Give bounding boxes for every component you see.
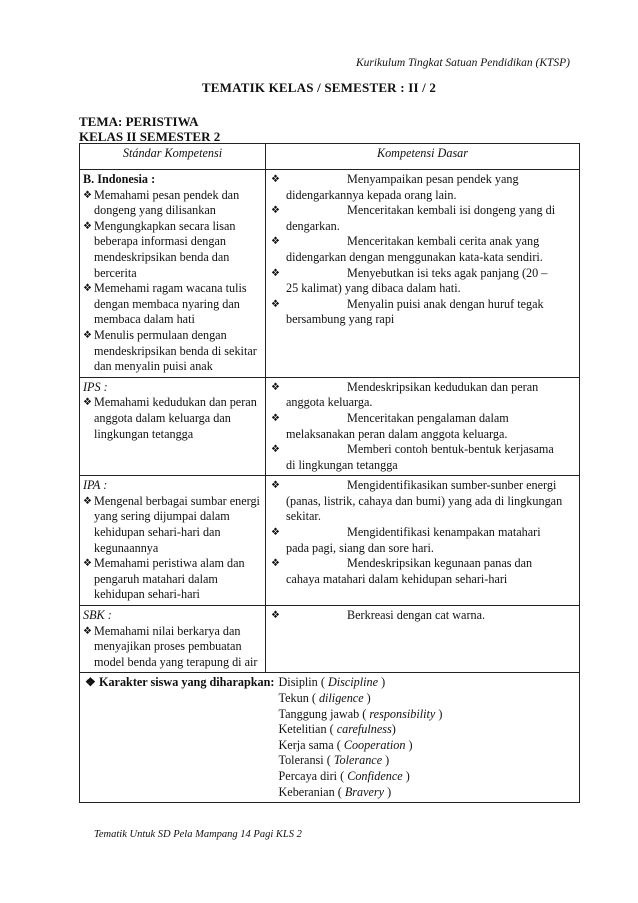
bullet-icon: ❖ — [271, 610, 280, 622]
competency-item — [269, 172, 576, 203]
standard-text: Mengungkapkan secara lisan beberapa informasi dengan mendeskripsikan benda dan bercerita — [94, 218, 236, 280]
character-row — [80, 673, 580, 803]
standard-competency-cell — [80, 606, 266, 673]
page-title: TEMATIK KELAS / SEMESTER : II / 2 — [201, 80, 437, 95]
standard-competency-cell — [80, 476, 266, 606]
character-item: Ketelitian ( carefulness) — [278, 722, 396, 737]
standard-item — [83, 328, 262, 375]
table-row — [80, 170, 580, 378]
competency-text: Menceritakan pengalaman dalam — [347, 410, 509, 425]
competency-text: Menyalin puisi anak dengan huruf tegak — [347, 296, 544, 311]
standard-text: Menulis permulaan dengan mendeskripsikan benda di sekitar dan menyalin puisi anak — [94, 327, 257, 374]
basic-competency-cell — [266, 606, 580, 673]
competency-text: Mengidentifikasi kenampakan matahari — [347, 525, 541, 540]
competency-text: Menyebutkan isi teks agak panjang (20 – — [347, 265, 548, 280]
competency-item — [269, 234, 576, 265]
bullet-icon: ❖ — [271, 236, 280, 248]
bullet-icon: ❖ — [83, 495, 92, 507]
competency-item — [269, 266, 576, 297]
basic-competency-cell — [266, 476, 580, 606]
competency-text: Mendeskripsikan kedudukan dan peran — [347, 379, 539, 394]
competency-text-cont: cahaya matahari dalam kehidupan sehari-hari — [286, 571, 508, 586]
competency-table — [79, 143, 580, 803]
basic-competency-cell — [266, 170, 580, 378]
competency-item — [269, 525, 576, 556]
bullet-icon: ❖ — [83, 397, 92, 409]
character-list — [279, 675, 443, 800]
competency-text-cont: didengarkan dengan menggunakan kata-kata sendiri. — [286, 249, 543, 264]
competency-text-cont: melaksanakan peran dalam anggota keluarga. — [286, 426, 508, 441]
standard-competency-header: Stándar Kompetensi — [80, 144, 266, 170]
competency-item — [269, 411, 576, 442]
standard-text: Memehami ragam wacana tulis dengan membaca nyaring dan membaca dalam hati — [94, 281, 247, 327]
theme-label: TEMA: PERISTIWA — [79, 114, 199, 129]
bullet-icon: ❖ — [83, 189, 92, 201]
class-label: KELAS II SEMESTER 2 — [79, 129, 221, 144]
bullet-icon: ❖ — [83, 558, 92, 570]
standard-text: Memahami kedudukan dan peran anggota dalam keluarga dan lingkungan tetangga — [94, 395, 257, 441]
competency-item — [269, 556, 576, 587]
bullet-icon: ❖ — [271, 412, 280, 424]
standard-item — [83, 188, 262, 219]
competency-text-cont: bersambung yang rapi — [286, 312, 395, 327]
bullet-icon: ❖ — [271, 558, 280, 570]
bullet-icon: ❖ — [85, 675, 99, 690]
subject-label: IPS : — [83, 379, 108, 394]
bullet-icon: ❖ — [83, 283, 92, 295]
bullet-icon: ❖ — [271, 527, 280, 539]
character-item: Toleransi ( Tolerance ) — [278, 753, 390, 768]
bullet-icon: ❖ — [271, 174, 280, 185]
competency-text: Menceritakan kembali isi dongeng yang di — [347, 203, 556, 218]
table-header-row — [80, 144, 580, 170]
standard-item — [83, 395, 262, 442]
bullet-icon: ❖ — [271, 205, 280, 217]
competency-text-cont: didengarkannya kepada orang lain. — [286, 187, 457, 202]
subject-label: SBK : — [83, 608, 112, 623]
curriculum-header: Kurikulum Tingkat Satuan Pendidikan (KTSP) — [355, 57, 570, 69]
basic-competency-cell — [266, 377, 580, 476]
bullet-icon: ❖ — [271, 267, 280, 279]
standard-text: Mengenal berbagai sumbar energi yang sering dijumpai dalam kehidupan sehari-hari dan kegunaannya — [94, 493, 260, 555]
standard-text: Memahami nilai berkarya dan menyajikan proses pembuatan model benda yang terapung di air — [94, 623, 258, 669]
table-row — [80, 606, 580, 673]
subject-label: IPA : — [83, 478, 108, 493]
competency-item — [269, 380, 576, 411]
standard-item — [83, 556, 262, 603]
standard-competency-cell — [80, 377, 266, 476]
bullet-icon: ❖ — [271, 480, 280, 492]
competency-text-cont: di lingkungan tetangga — [286, 457, 398, 472]
competency-text: Berkreasi dengan cat warna. — [347, 608, 486, 623]
competency-text-cont: 25 kalimat) yang dibaca dalam hati. — [286, 281, 461, 296]
theme-block — [79, 114, 220, 144]
bullet-icon: ❖ — [271, 381, 280, 393]
competency-text-cont: dengarkan. — [286, 218, 340, 233]
character-item: Kerja sama ( Cooperation ) — [278, 737, 413, 752]
competency-item — [269, 608, 576, 624]
standard-text: Memahami pesan pendek dan dongeng yang dilisankan — [94, 187, 240, 218]
bullet-icon: ❖ — [271, 298, 280, 310]
character-label — [83, 675, 275, 800]
competency-item — [269, 297, 576, 328]
character-item: Disiplin ( Discipline ) — [278, 675, 386, 690]
character-item: Percaya diri ( Confidence ) — [278, 768, 410, 783]
subject-label: B. Indonesia : — [83, 172, 156, 186]
character-item: Tanggung jawab ( responsibility ) — [278, 706, 443, 721]
competency-text-cont: pada pagi, siang dan sore hari. — [286, 540, 434, 555]
standard-item — [83, 281, 262, 328]
standard-item — [83, 494, 262, 556]
competency-text-cont: anggota keluarga. — [286, 395, 373, 410]
standard-item — [83, 219, 262, 281]
character-item: Tekun ( diligence ) — [278, 691, 371, 705]
page-footer: Tematik Untuk SD Pela Mampang 14 Pagi KLS 2 — [94, 829, 302, 840]
competency-text: Mengidentifikasikan sumber-sunber energi — [347, 478, 557, 493]
standard-text: Memahami peristiwa alam dan pengaruh matahari dalam kehidupan sehari-hari — [94, 556, 245, 602]
bullet-icon: ❖ — [271, 444, 280, 456]
bullet-icon: ❖ — [83, 329, 92, 341]
bullet-icon: ❖ — [83, 220, 92, 232]
character-cell — [80, 673, 580, 803]
competency-text: Menyampaikan pesan pendek yang — [347, 172, 519, 186]
table-row — [80, 377, 580, 476]
standard-competency-cell — [80, 170, 266, 378]
competency-text-cont: (panas, listrik, cahaya dan bumi) yang ada di lingkungan sekitar. — [286, 493, 563, 524]
competency-text: Mendeskripsikan kegunaan panas dan — [347, 556, 533, 571]
competency-item — [269, 478, 576, 525]
competency-item — [269, 442, 576, 473]
competency-item — [269, 203, 576, 234]
competency-text: Menceritakan kembali cerita anak yang — [347, 234, 540, 249]
basic-competency-header: Kompetensi Dasar — [266, 144, 580, 170]
character-label-text: Karakter siswa yang diharapkan: — [98, 675, 275, 690]
bullet-icon: ❖ — [83, 625, 92, 637]
competency-text: Memberi contoh bentuk-bentuk kerjasama — [347, 442, 554, 457]
table-row — [80, 476, 580, 606]
character-item: Keberanian ( Bravery ) — [278, 784, 392, 799]
standard-item — [83, 624, 262, 671]
